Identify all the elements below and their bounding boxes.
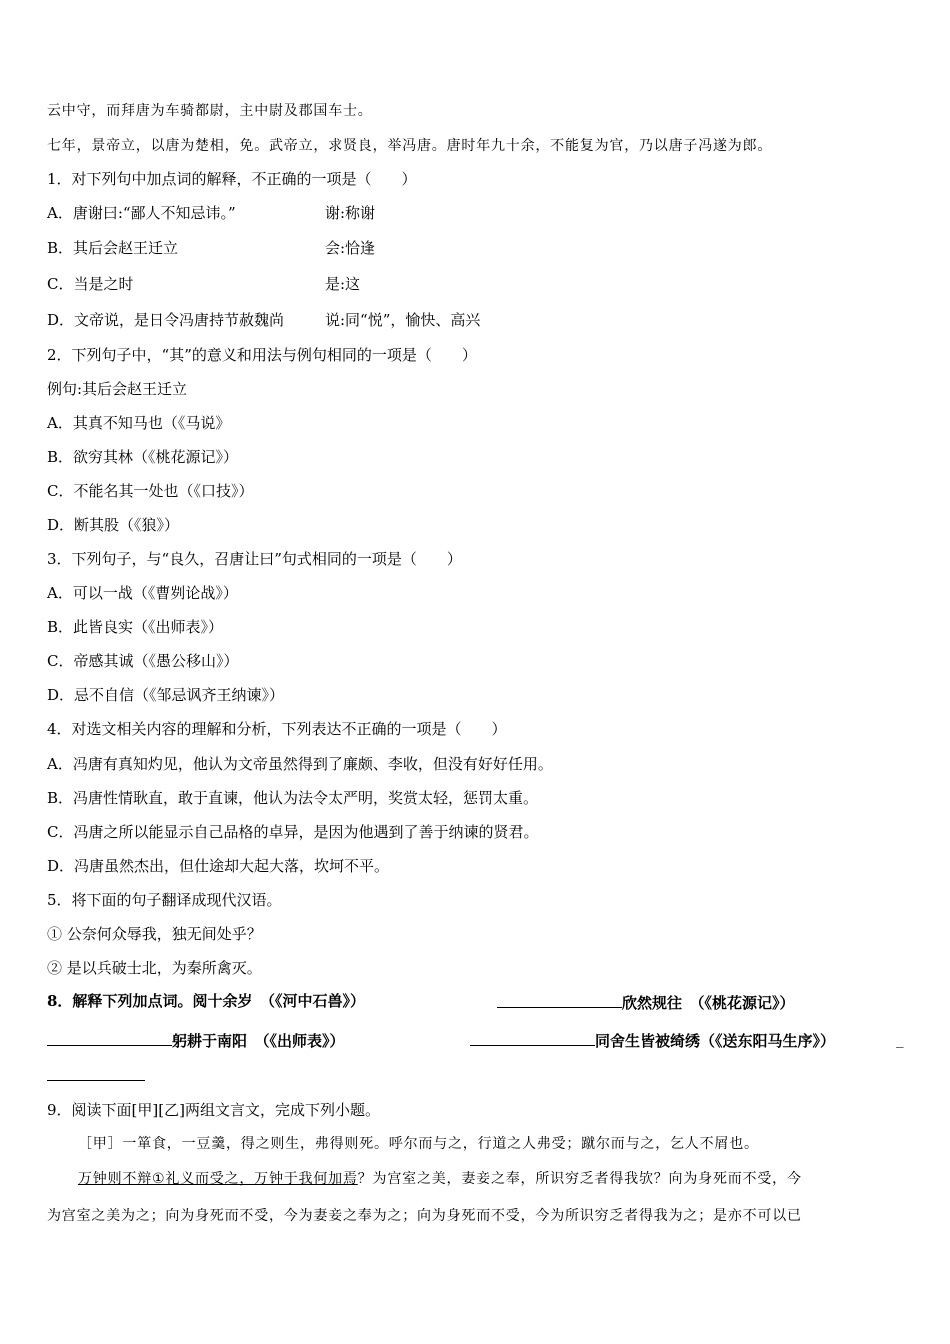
q8-line-2-left — [47, 1029, 345, 1051]
q8-part-2: 欣然规往 （《桃花源记》） — [622, 994, 795, 1012]
q1-option-d: D．文帝说，是日令冯唐持节赦魏尚 — [47, 311, 285, 329]
q2-stem: 2．下列句子中，“其”的意义和用法与例句相同的一项是（ ） — [47, 346, 477, 364]
q3-option-d: D．忌不自信（《邹忌讽齐王纳谏》） — [47, 686, 285, 704]
q8-trailing-underscore: _ — [896, 1030, 904, 1048]
q3-stem: 3．下列句子，与“良久，召唐让曰”句式相同的一项是（ ） — [47, 550, 462, 568]
q2-option-b: B．欲穷其林（《桃花源记》） — [47, 448, 239, 466]
q9-jia-line-2-rest: ？为宫室之美，妻妾之奉，所识穷乏者得我欤？向为身死而不受，今 — [357, 1171, 802, 1187]
q8-line-3 — [47, 1064, 145, 1086]
q1-stem: 1．对下列句中加点词的解释，不正确的一项是（ ） — [47, 170, 417, 188]
q9-jia-line-2 — [78, 1169, 802, 1189]
q9-stem: 9．阅读下面[甲][乙]两组文言文，完成下列小题。 — [47, 1101, 380, 1119]
q5-item-2: ② 是以兵破士北，为秦所禽灭。 — [47, 959, 262, 977]
q2-option-d: D．断其股（《狼》） — [47, 516, 180, 534]
q4-option-d: D．冯唐虽然杰出，但仕途却大起大落，坎坷不平。 — [47, 857, 390, 875]
q8-part-3: 躬耕于南阳 （《出师表》） — [172, 1032, 345, 1050]
q2-example: 例句:其后会赵王迁立 — [47, 380, 188, 398]
q5-item-1: ① 公奈何众辱我，独无间处乎？ — [47, 925, 262, 943]
q8-line-1-right — [497, 991, 795, 1013]
q9-jia-line-3: 为宫室之美为之；向为身死而不受，今为妻妾之奉为之；向为身死而不受，今为所识穷乏者得我为之；是亦不可以已 — [47, 1208, 802, 1224]
answer-blank[interactable] — [497, 991, 622, 1008]
q4-stem: 4．对选文相关内容的理解和分析，下列表达不正确的一项是（ ） — [47, 720, 507, 738]
answer-blank[interactable] — [47, 1064, 145, 1081]
q4-option-a: A．冯唐有真知灼见，他认为文帝虽然得到了廉颇、李收，但没有好好任用。 — [47, 755, 553, 773]
answer-blank[interactable] — [470, 1029, 595, 1046]
q3-option-b: B．此皆良实（《出师表》） — [47, 618, 224, 636]
answer-blank[interactable] — [47, 1029, 172, 1046]
q5-stem: 5．将下面的句子翻译成现代汉语。 — [47, 891, 282, 909]
q1-option-b: B．其后会赵王迁立 — [47, 239, 179, 257]
q8-part-4: 同舍生皆被绮绣（《送东阳马生序》） — [595, 1032, 836, 1050]
q2-option-c: C．不能名其一处也（《口技》） — [47, 482, 254, 500]
q4-option-c: C．冯唐之所以能显示自己品格的卓异，是因为他遇到了善于纳谏的贤君。 — [47, 823, 539, 841]
q1-option-a-meaning: 谢:称谢 — [325, 204, 376, 222]
q2-option-a: A．其真不知马也（《马说》 — [47, 414, 231, 432]
q8-part-1: 8．解释下列加点词。阅十余岁 （《河中石兽》） — [47, 992, 365, 1010]
passage-line-1: 云中守，而拜唐为车骑都尉，主中尉及郡国车士。 — [47, 103, 373, 119]
q1-option-d-meaning: 说:同“悦”，愉快、高兴 — [325, 311, 481, 329]
q1-option-a: A．唐谢曰:“鄙人不知忌讳。” — [47, 204, 236, 222]
passage-line-2: 七年，景帝立，以唐为楚相，免。武帝立，求贤良，举冯唐。唐时年九十余，不能复为官，乃以唐子冯遂为郎。 — [47, 138, 773, 154]
q4-option-b: B．冯唐性情耿直，敢于直谏，他认为法令太严明，奖赏太轻，惩罚太重。 — [47, 789, 539, 807]
q3-option-c: C．帝感其诚（《愚公移山》） — [47, 652, 239, 670]
q3-option-a: A．可以一战（《曹刿论战》） — [47, 584, 238, 602]
q1-option-b-meaning: 会:恰逢 — [325, 239, 376, 257]
q1-option-c-meaning: 是:这 — [325, 275, 361, 293]
q9-jia-line-1: ［甲］一箪食，一豆羹，得之则生，弗得则死。呼尔而与之，行道之人弗受；蹴尔而与之，乞人不屑也。 — [78, 1136, 759, 1152]
q8-line-2-right — [470, 1029, 835, 1051]
q1-option-c: C．当是之时 — [47, 275, 134, 293]
q9-underlined-sentence: 万钟则不辩①礼义而受之，万钟于我何加焉 — [78, 1171, 358, 1187]
